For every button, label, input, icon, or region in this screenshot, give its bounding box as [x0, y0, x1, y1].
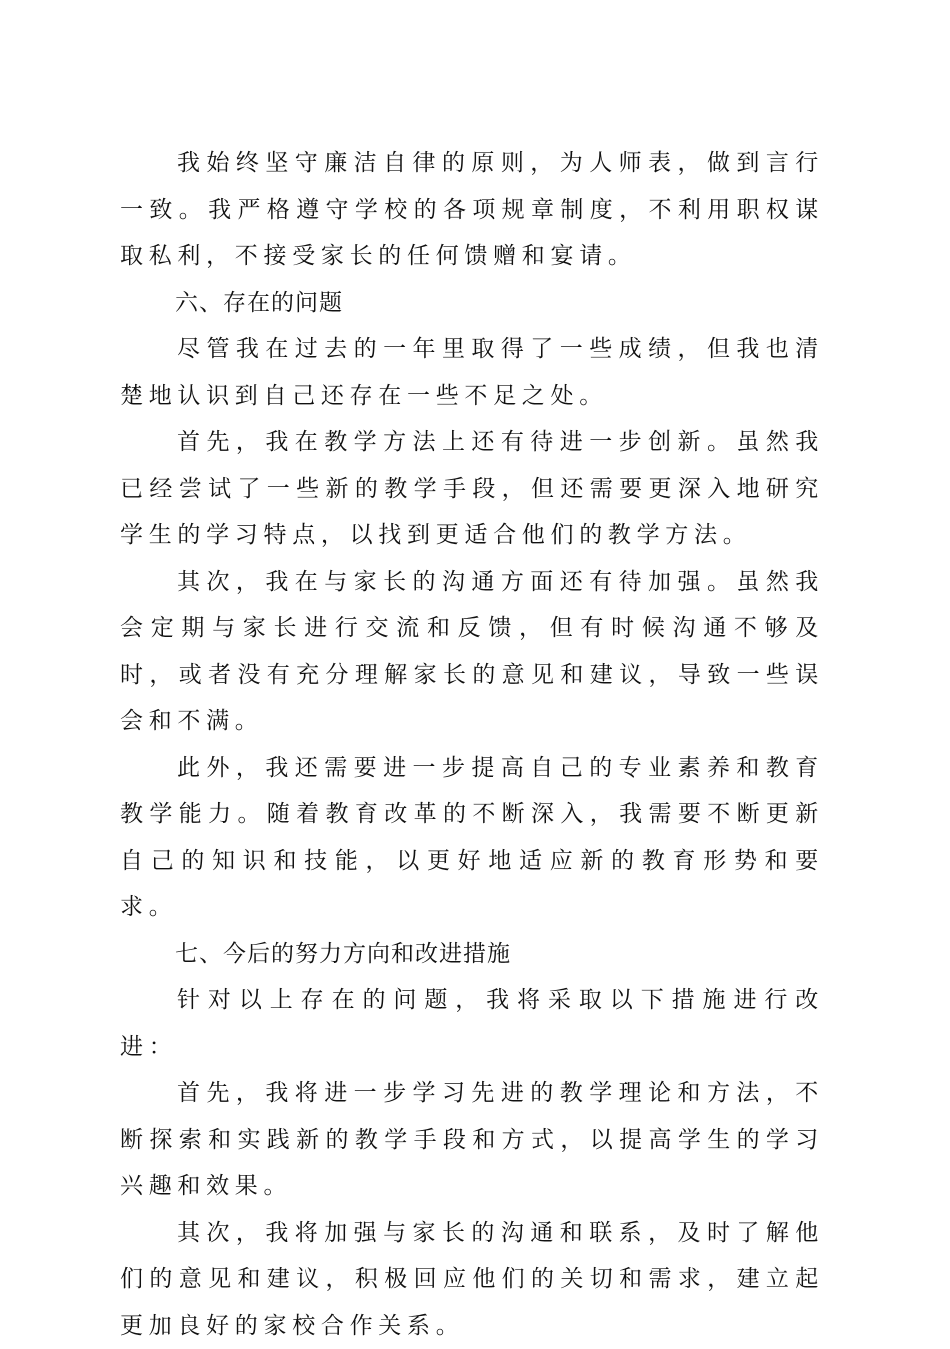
paragraph-improvement-teaching: 首先，我将进一步学习先进的教学理论和方法，不断探索和实践新的教学手段和方式，以提高学生的学习兴趣和效果。 — [120, 1070, 824, 1210]
document-body — [120, 140, 824, 1349]
paragraph-parent-communication: 其次，我在与家长的沟通方面还有待加强。虽然我会定期与家长进行交流和反馈，但有时候沟通不够及时，或者没有充分理解家长的意见和建议，导致一些误会和不满。 — [120, 559, 824, 745]
paragraph-integrity: 我始终坚守廉洁自律的原则，为人师表，做到言行一致。我严格遵守学校的各项规章制度，不利用职权谋取私利，不接受家长的任何馈赠和宴请。 — [120, 140, 824, 280]
paragraph-improvements-intro: 针对以上存在的问题，我将采取以下措施进行改进： — [120, 977, 824, 1070]
section-heading-improvements: 七、今后的努力方向和改进措施 — [120, 931, 824, 978]
paragraph-professional-skills: 此外，我还需要进一步提高自己的专业素养和教育教学能力。随着教育改革的不断深入，我需要不断更新自己的知识和技能，以更好地适应新的教育形势和要求。 — [120, 745, 824, 931]
paragraph-teaching-method: 首先，我在教学方法上还有待进一步创新。虽然我已经尝试了一些新的教学手段，但还需要更深入地研究学生的学习特点，以找到更适合他们的教学方法。 — [120, 419, 824, 559]
section-heading-problems: 六、存在的问题 — [120, 280, 824, 327]
paragraph-problems-intro: 尽管我在过去的一年里取得了一些成绩，但我也清楚地认识到自己还存在一些不足之处。 — [120, 326, 824, 419]
paragraph-improvement-parents: 其次，我将加强与家长的沟通和联系，及时了解他们的意见和建议，积极回应他们的关切和需求，建立起更加良好的家校合作关系。 — [120, 1210, 824, 1349]
